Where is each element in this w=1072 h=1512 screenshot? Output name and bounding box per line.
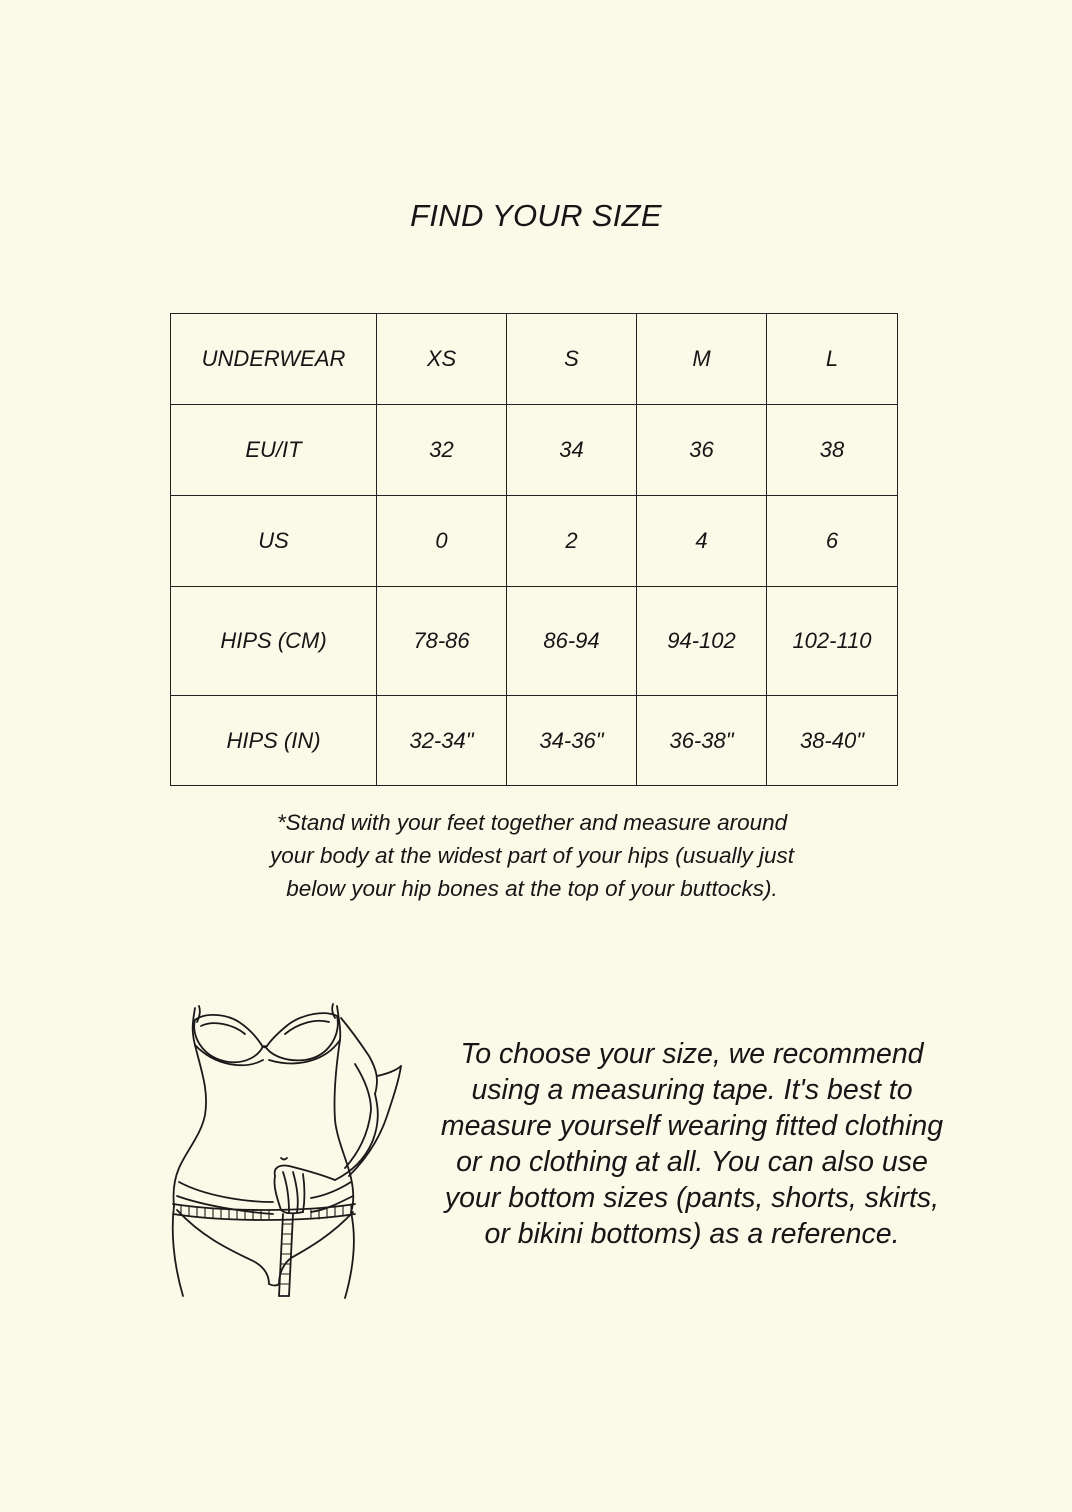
table-row (171, 405, 898, 496)
table-cell: XS (377, 314, 507, 405)
advice-line: or no clothing at all. You can also use (456, 1146, 928, 1178)
table-cell: 2 (507, 496, 637, 587)
table-row (171, 696, 898, 786)
table-cell: 102-110 (767, 587, 898, 696)
table-cell: 36 (637, 405, 767, 496)
table-cell: 34-36" (507, 696, 637, 786)
table-cell: S (507, 314, 637, 405)
size-advice-text (422, 1036, 962, 1252)
table-row-header (171, 314, 898, 405)
table-cell: M (637, 314, 767, 405)
measurement-note (232, 806, 832, 905)
advice-line: To choose your size, we recommend (460, 1038, 924, 1070)
table-cell: 32 (377, 405, 507, 496)
note-line: your body at the widest part of your hips (usually just (269, 843, 794, 868)
table-cell: 36-38" (637, 696, 767, 786)
table-cell: HIPS (CM) (171, 587, 377, 696)
table-row (171, 587, 898, 696)
size-chart-table (170, 313, 898, 786)
advice-line: using a measuring tape. It's best to (471, 1074, 913, 1106)
table-cell: UNDERWEAR (171, 314, 377, 405)
table-cell: 94-102 (637, 587, 767, 696)
table-cell: 86-94 (507, 587, 637, 696)
measuring-body-illustration-icon (165, 1000, 410, 1305)
table-cell: EU/IT (171, 405, 377, 496)
table-cell: HIPS (IN) (171, 696, 377, 786)
table-cell: 38-40" (767, 696, 898, 786)
table-row (171, 496, 898, 587)
table-cell: 34 (507, 405, 637, 496)
table-cell: 32-34" (377, 696, 507, 786)
page-title: FIND YOUR SIZE (410, 198, 662, 233)
note-line: *Stand with your feet together and measure around (276, 810, 788, 835)
table-cell: 38 (767, 405, 898, 496)
table-cell: 4 (637, 496, 767, 587)
table-cell: US (171, 496, 377, 587)
advice-line: measure yourself wearing fitted clothing (440, 1110, 944, 1142)
table-cell: 6 (767, 496, 898, 587)
note-line: below your hip bones at the top of your buttocks). (286, 876, 778, 901)
table-cell: 78-86 (377, 587, 507, 696)
advice-line: your bottom sizes (pants, shorts, skirts, (444, 1182, 940, 1214)
table-cell: 0 (377, 496, 507, 587)
table-cell: L (767, 314, 898, 405)
advice-line: or bikini bottoms) as a reference. (484, 1218, 900, 1250)
